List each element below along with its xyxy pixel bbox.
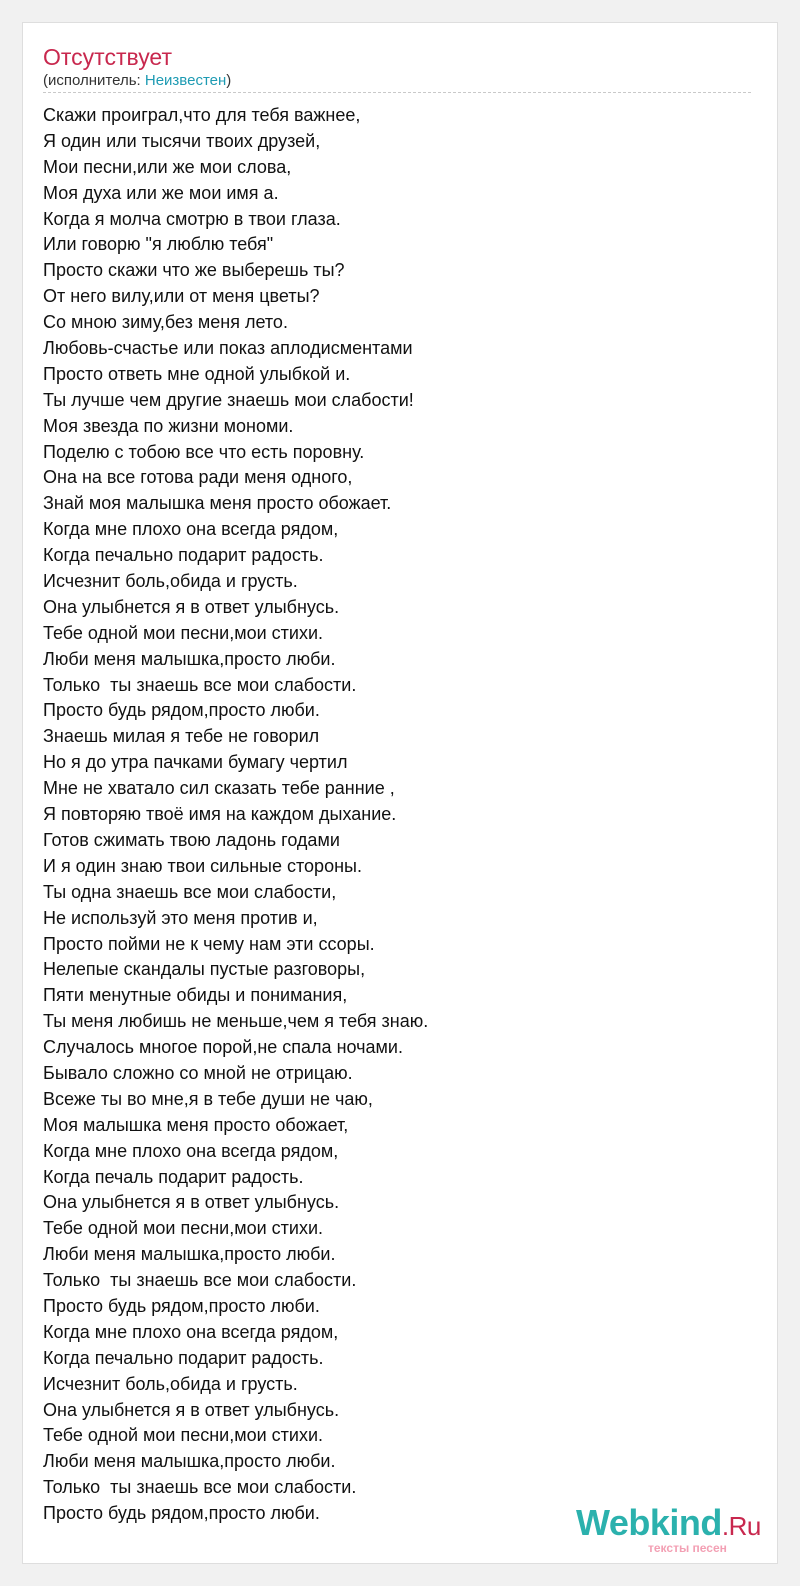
lyric-line: Когда печально подарит радость. (43, 545, 324, 566)
lyric-line: Просто будь рядом,просто люби. (43, 1503, 320, 1524)
lyric-line: Люби меня малышка,просто люби. (43, 1244, 336, 1265)
lyric-line: Ты лучше чем другие знаешь мои слабости! (43, 389, 414, 410)
logo-main-text: Webkind (576, 1502, 722, 1543)
lyric-line: Со мною зиму,без меня лето. (43, 312, 288, 333)
lyric-line: Скажи проиграл,что для тебя важнее, (43, 105, 361, 125)
lyric-line: Тебе одной мои песни,мои стихи. (43, 1218, 324, 1239)
lyric-line: Я повторяю твоё имя на каждом дыхание. (43, 804, 397, 825)
lyric-line: Моя духа или же мои имя а. (43, 182, 279, 203)
lyric-line: Исчезнит боль,обида и грусть. (43, 1373, 298, 1394)
lyric-line: И я один знаю твои сильные стороны. (43, 855, 362, 876)
lyric-line: Она улыбнется я в ответ улыбнусь. (43, 1399, 340, 1420)
lyric-line: Люби меня малышка,просто люби. (43, 648, 336, 669)
site-logo[interactable] (576, 1503, 771, 1555)
logo-wordmark (576, 1503, 761, 1546)
lyric-line: Тебе одной мои песни,мои стихи. (43, 622, 324, 643)
lyric-line: Не используй это меня против и, (43, 907, 318, 928)
lyric-line: Она улыбнется я в ответ улыбнусь. (43, 596, 340, 617)
lyric-line: Пяти менутные обиды и понимания, (43, 985, 348, 1006)
lyrics-text (43, 103, 428, 1527)
lyric-line: Всеже ты во мне,я в тебе души не чаю, (43, 1088, 373, 1109)
lyric-line: Знаешь милая я тебе не говорил (43, 726, 320, 747)
lyric-line: Ты меня любишь не меньше,чем я тебя знаю. (43, 1011, 429, 1032)
lyric-line: Случалось многое порой,не спала ночами. (43, 1037, 403, 1058)
lyric-line: Когда мне плохо она всегда рядом, (43, 1140, 339, 1161)
lyric-line: Просто будь рядом,просто люби. (43, 1295, 320, 1316)
lyric-line: Просто ответь мне одной улыбкой и. (43, 363, 351, 384)
lyric-line: Она на все готова ради меня одного, (43, 467, 353, 488)
lyric-line: Любовь-счастье или показ аплодисментами (43, 338, 413, 359)
lyric-line: Только ты знаешь все мои слабости. (43, 1270, 357, 1291)
lyric-line: Когда печаль подарит радость. (43, 1166, 304, 1187)
lyric-line: Люби меня малышка,просто люби. (43, 1451, 336, 1472)
lyric-line: Когда я молча смотрю в твои глаза. (43, 208, 341, 229)
lyric-line: Просто скажи что же выберешь ты? (43, 260, 345, 281)
lyric-line: Когда печально подарит радость. (43, 1347, 324, 1368)
lyric-line: Только ты знаешь все мои слабости. (43, 674, 357, 695)
lyric-line: Мои песни,или же мои слова, (43, 156, 292, 177)
lyric-line: Нелепые скандалы пустые разговоры, (43, 959, 366, 980)
lyric-line: Она улыбнется я в ответ улыбнусь. (43, 1192, 340, 1213)
lyric-line: Исчезнит боль,обида и грусть. (43, 571, 298, 592)
lyric-line: Только ты знаешь все мои слабости. (43, 1477, 357, 1498)
lyric-line: Когда мне плохо она всегда рядом, (43, 1321, 339, 1342)
lyric-line: Готов сжимать твою ладонь годами (43, 829, 340, 850)
lyric-line: Просто пойми не к чему нам эти ссоры. (43, 933, 375, 954)
artist-prefix: (исполнитель: (43, 72, 145, 89)
lyric-line: Бывало сложно со мной не отрицаю. (43, 1062, 353, 1083)
lyric-line: Тебе одной мои песни,мои стихи. (43, 1425, 324, 1446)
artist-suffix: ) (226, 72, 232, 89)
lyrics-card (22, 22, 778, 1564)
title-divider (43, 92, 751, 93)
lyric-line: Моя малышка меня просто обожает, (43, 1114, 349, 1135)
lyric-line: Но я до утра пачками бумагу чертил (43, 752, 348, 773)
lyric-line: Когда мне плохо она всегда рядом, (43, 519, 339, 540)
lyric-line: Ты одна знаешь все мои слабости, (43, 881, 337, 902)
lyric-line: Я один или тысячи твоих друзей, (43, 130, 321, 151)
lyric-line: Моя звезда по жизни мономи. (43, 415, 294, 436)
lyric-line: От него вилу,или от меня цветы? (43, 286, 320, 307)
lyric-line: Поделю с тобою все что есть поровну. (43, 441, 365, 462)
logo-tagline: тексты песен (648, 1541, 727, 1555)
song-title: Отсутствует (43, 44, 172, 70)
logo-domain-suffix: .Ru (721, 1511, 761, 1541)
artist-line (43, 72, 231, 90)
lyric-line: Или говорю "я люблю тебя" (43, 234, 274, 255)
lyric-line: Мне не хватало сил сказать тебе ранние , (43, 778, 395, 799)
lyric-line: Просто будь рядом,просто люби. (43, 700, 320, 721)
artist-link[interactable]: Неизвестен (144, 72, 227, 89)
lyric-line: Знай моя малышка меня просто обожает. (43, 493, 392, 514)
